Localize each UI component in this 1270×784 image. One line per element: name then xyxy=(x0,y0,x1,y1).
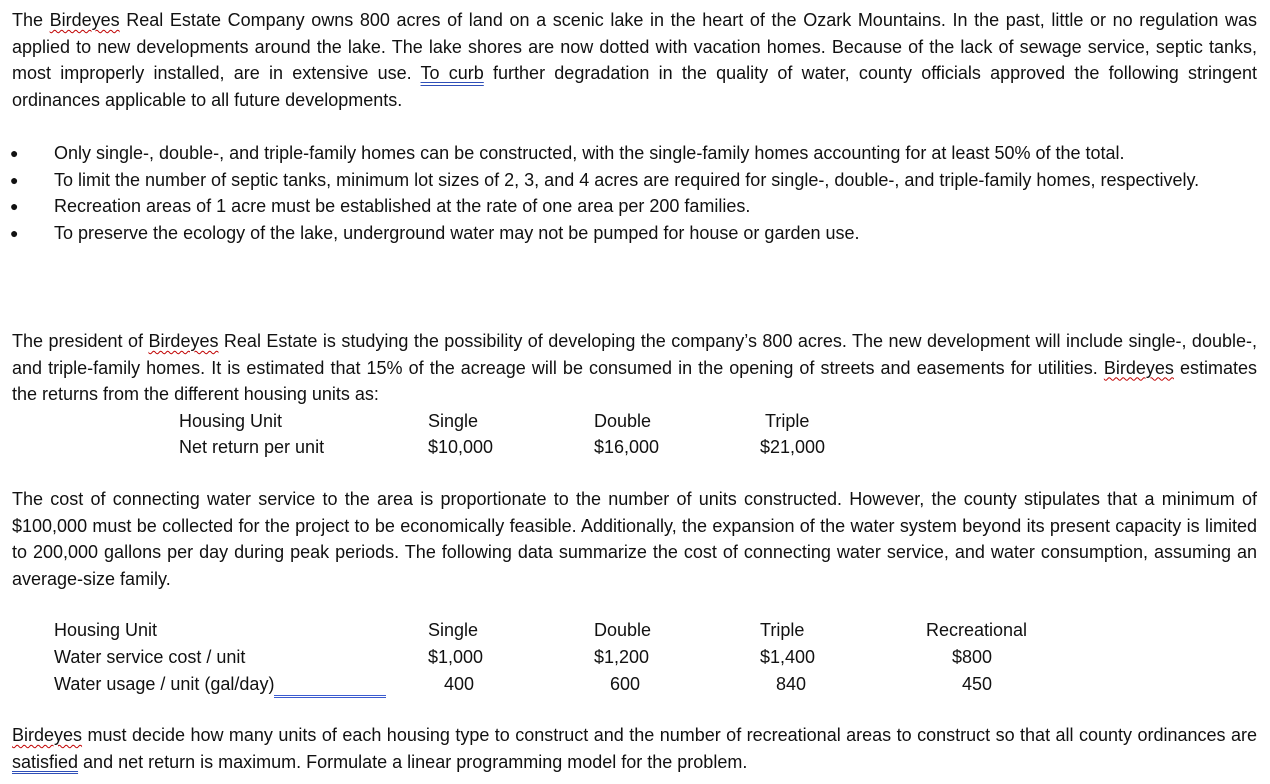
text: Real Estate Company owns 800 acres of land on a scenic lake in the heart of the Ozark Mountains. In the past, little or no regulation was applied to new developments around the lake. The lake shores are now dotted with vacation homes. Because of the lack of sewage service, septic tanks, most improperly installed, are in extensive use. xyxy=(12,10,1257,83)
president-paragraph: The president of Birdeyes Real Estate is studying the possibility of developing the company’s 800 acres. The new development will include single-, double-, and triple-family homes. It is estimated that 15% of the acreage will be consumed in the opening of streets and easements for utilities. Birdeyes estimates the returns from the different housing units as: xyxy=(12,331,1257,404)
water-cost-paragraph: The cost of connecting water service to the area is proportionate to the number of units constructed. However, the county stipulates that a minimum of $100,000 must be collected for the project to be economically feasible. Additionally, the expansion of the water system beyond its present capacity is limited to 200,000 gallons per day during peak periods. The following data summarize the cost of connecting water service, and water consumption, assuming an average-size family. xyxy=(12,489,1257,589)
text: further degradation in the quality of water, county officials approved the following stringent ordinances applicable to all future developments. xyxy=(12,63,1258,110)
list-item: ● Only single-, double-, and triple-family homes can be constructed, with the single-family homes accounting for at least 50% of the total. xyxy=(0,140,1270,167)
list-item: ● To limit the number of septic tanks, minimum lot sizes of 2, 3, and 4 acres are required for single-, double-, and triple-family homes, respectively. xyxy=(0,167,1270,194)
table-header-cell: Single xyxy=(428,411,479,431)
table-cell: $21,000 xyxy=(760,437,826,457)
table-cell: 600 xyxy=(610,674,641,694)
bullet-icon: ● xyxy=(10,145,19,161)
table-cell: 840 xyxy=(776,674,807,694)
table-cell: Net return per unit xyxy=(179,437,325,457)
table-cell: Water usage / unit (gal/day) xyxy=(54,671,386,698)
table-cell: 400 xyxy=(444,674,475,694)
table-cell: $1,000 xyxy=(428,647,484,667)
spellcheck-word: Birdeyes xyxy=(12,725,83,745)
spellcheck-word: Birdeyes xyxy=(1103,357,1174,378)
bullet-icon: ● xyxy=(10,224,19,241)
table-header-cell: Housing Unit xyxy=(54,620,158,640)
table-header-cell: Recreational xyxy=(926,620,1028,640)
table-header-cell: Single xyxy=(428,620,479,640)
table-header-cell: Double xyxy=(594,620,652,640)
grammar-flag-line xyxy=(274,695,386,698)
bullet-icon: ● xyxy=(10,171,19,188)
table-cell: 450 xyxy=(962,674,993,694)
grammar-flag-word: To curb xyxy=(420,63,484,83)
list-item: ● Recreation areas of 1 acre must be established at the rate of one area per 200 families. xyxy=(0,193,1270,220)
grammar-flag-word: satisfied xyxy=(12,751,79,772)
spellcheck-word: Birdeyes xyxy=(148,331,219,351)
table-header-cell: Housing Unit xyxy=(179,411,283,431)
list-item: ● To preserve the ecology of the lake, underground water may not be pumped for house or garden use. xyxy=(0,220,1270,247)
table-cell: $10,000 xyxy=(428,437,494,457)
table-header-cell: Triple xyxy=(760,620,805,640)
table-cell: $1,400 xyxy=(760,647,816,667)
table-cell: $1,200 xyxy=(594,647,650,667)
table-cell: $16,000 xyxy=(594,437,660,457)
intro-paragraph xyxy=(12,7,1257,113)
spellcheck-word: Birdeyes xyxy=(49,10,120,30)
bullet-icon: ● xyxy=(10,198,19,214)
task-paragraph: Birdeyes must decide how many units of each housing type to construct and the number of recreational areas to construct so that all county ordinances are satisfied and net return is maximum. Formulate a linear programming model for the problem. xyxy=(12,725,1257,772)
table-cell: $800 xyxy=(952,647,993,667)
table-header-cell: Triple xyxy=(765,411,810,431)
ordinance-list xyxy=(0,140,1270,246)
table-header-cell: Double xyxy=(594,411,652,431)
text: The xyxy=(12,10,50,30)
table-cell: Water service cost / unit xyxy=(54,647,246,667)
